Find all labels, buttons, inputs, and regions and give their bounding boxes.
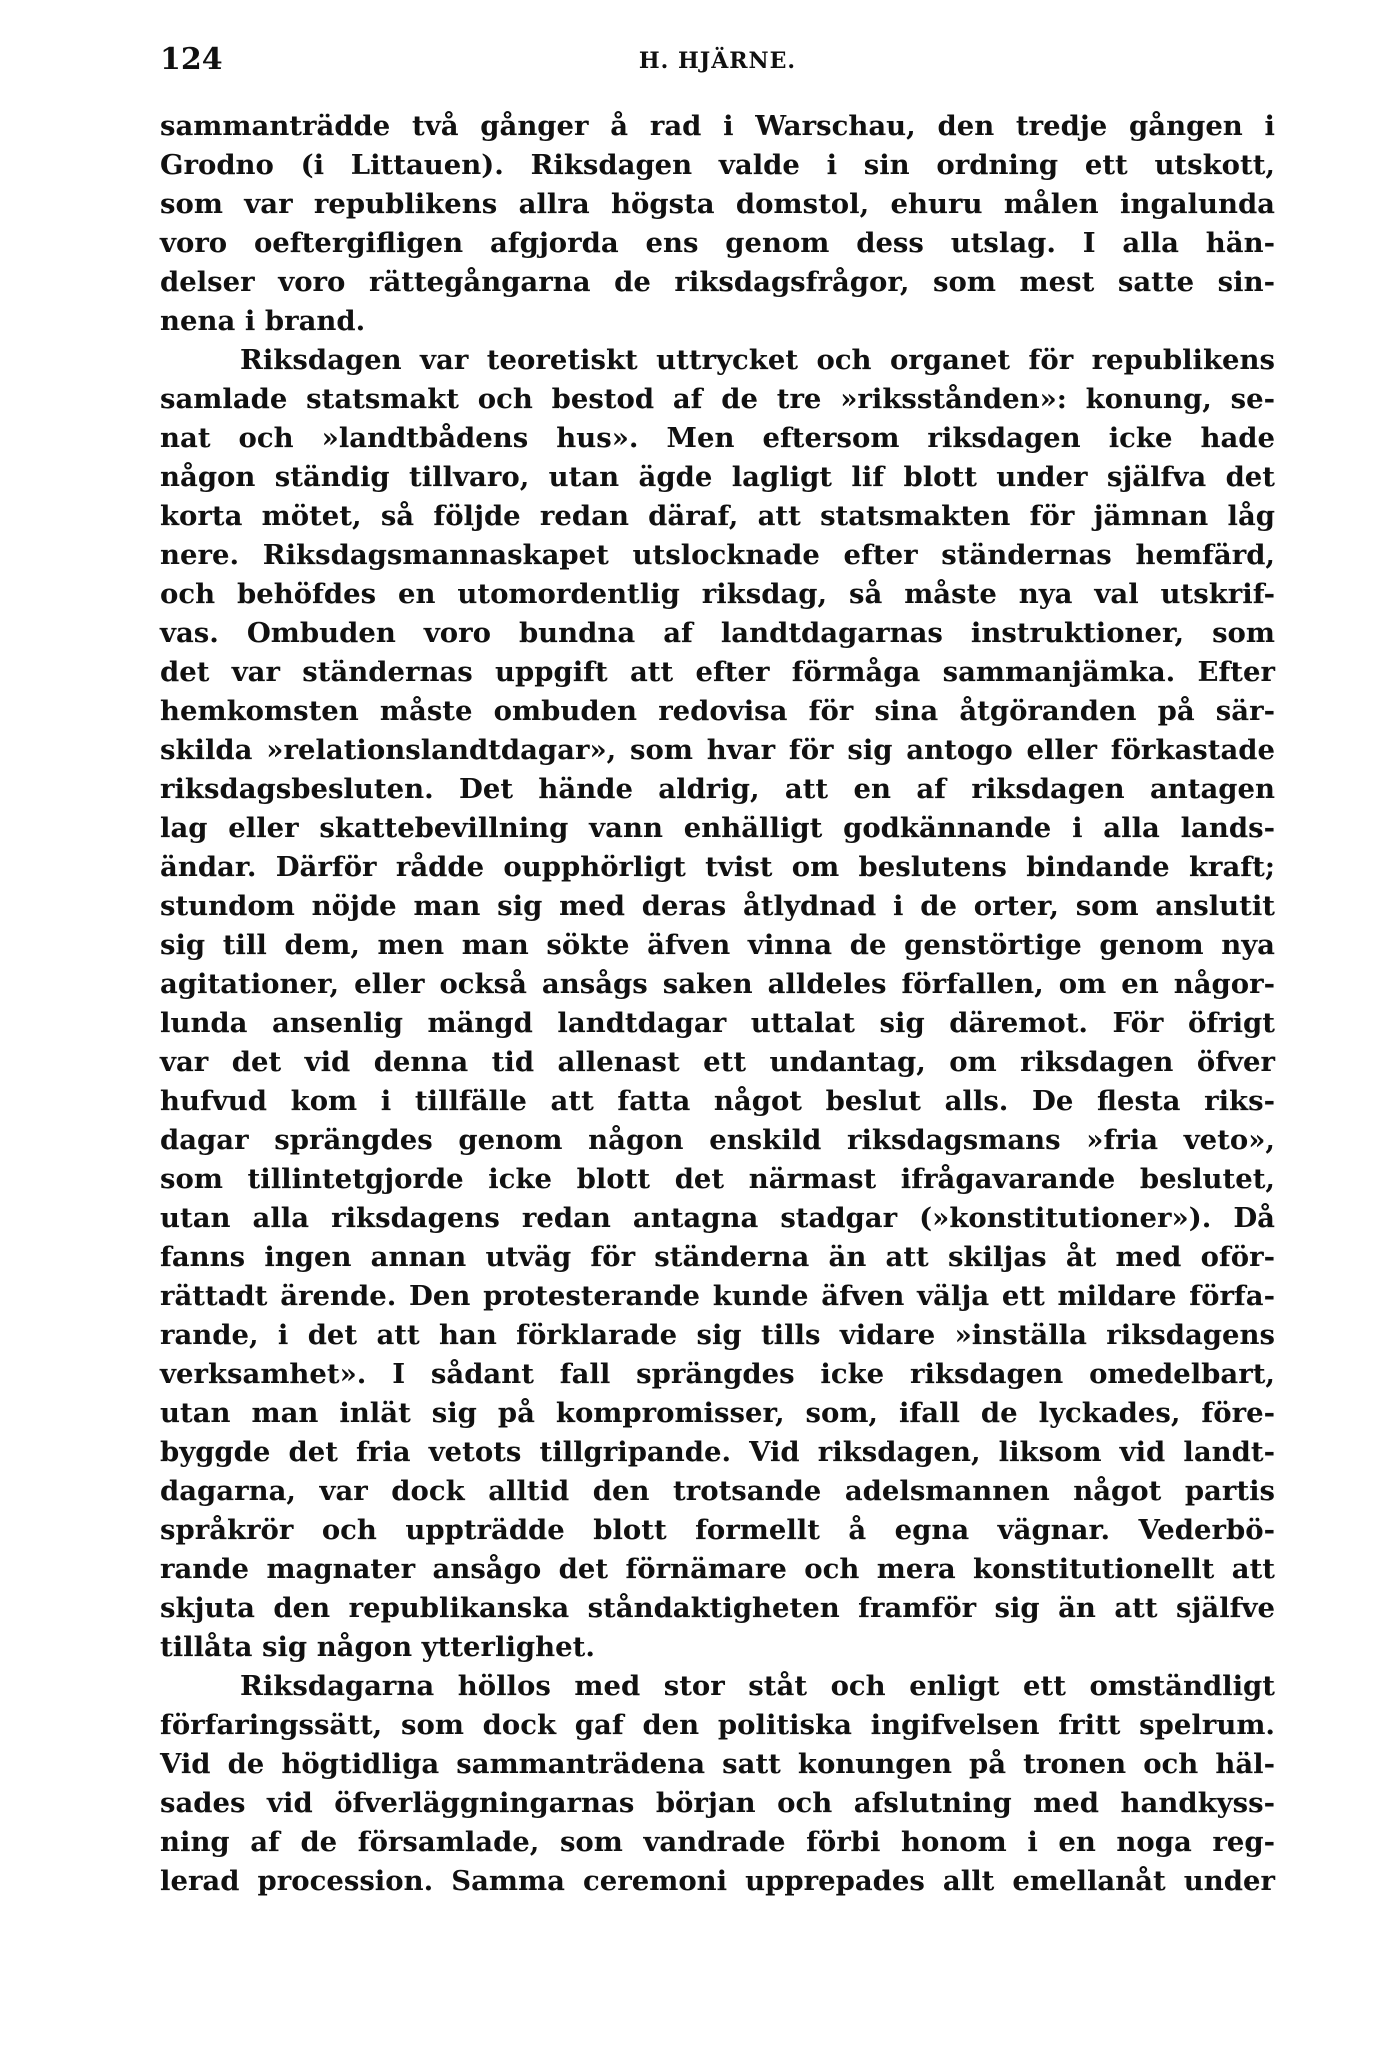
running-head: H. HJÄRNE. <box>638 48 797 74</box>
text-line: fanns ingen annan utväg för ständerna än att skiljas åt med oför- <box>160 1241 1275 1273</box>
text-line: riksdagsbesluten. Det hände aldrig, att en af riksdagen antagen <box>160 773 1275 805</box>
text-line: samlade statsmakt och bestod af de tre »riksstånden»: konung, se- <box>160 383 1275 415</box>
text-line: nena i brand. <box>160 305 366 337</box>
text-line: voro oeftergifligen afgjorda ens genom dess utslag. I alla hän- <box>160 227 1275 259</box>
text-line: var det vid denna tid allenast ett undantag, om riksdagen öfver <box>160 1046 1275 1078</box>
text-line: nat och »landtbådens hus». Men eftersom riksdagen icke hade <box>160 422 1275 454</box>
text-line: lag eller skattebevillning vann enhälligt godkännande i alla lands- <box>160 812 1275 844</box>
text-line: nere. Riksdagsmannaskapet utslocknade efter ständernas hemfärd, <box>160 539 1275 571</box>
text-line: rättadt ärende. Den protesterande kunde äfven välja ett mildare förfa- <box>160 1280 1275 1312</box>
text-line: Vid de högtidliga sammanträdena satt konungen på tronen och häl- <box>160 1748 1275 1780</box>
text-line: utan man inlät sig på kompromisser, som, ifall de lyckades, före- <box>160 1397 1275 1429</box>
text-line: ändar. Därför rådde oupphörligt tvist om beslutens bindande kraft; <box>160 851 1275 883</box>
text-line: delser voro rättegångarna de riksdagsfrågor, som mest satte sin- <box>160 266 1275 298</box>
text-line: som tillintetgjorde icke blott det närmast ifrågavarande beslutet, <box>160 1163 1275 1195</box>
page-header <box>160 42 1275 82</box>
text-line: dagar sprängdes genom någon enskild riksdagsmans »fria veto», <box>160 1124 1275 1156</box>
page-number: 124 <box>160 42 223 77</box>
text-line: agitationer, eller också ansågs saken alldeles förfallen, om en någor- <box>160 968 1275 1000</box>
text-line: Riksdagen var teoretiskt uttrycket och organet för republikens <box>240 344 1275 376</box>
body-text <box>160 107 1275 1901</box>
text-line: sammanträdde två gånger å rad i Warschau, den tredje gången i <box>160 110 1275 142</box>
text-line: hemkomsten måste ombuden redovisa för sina åtgöranden på sär- <box>160 695 1275 727</box>
text-line: lunda ansenlig mängd landtdagar uttalat sig däremot. För öfrigt <box>160 1007 1275 1039</box>
text-line: stundom nöjde man sig med deras åtlydnad i de orter, som anslutit <box>160 890 1275 922</box>
text-line: rande magnater ansågo det förnämare och mera konstitutionellt att <box>160 1553 1275 1585</box>
text-line: byggde det fria vetots tillgripande. Vid riksdagen, liksom vid landt- <box>160 1436 1275 1468</box>
text-line: hufvud kom i tillfälle att fatta något beslut alls. De flesta riks- <box>160 1085 1275 1117</box>
text-line: ning af de församlade, som vandrade förbi honom i en noga reg- <box>160 1826 1275 1858</box>
text-line: det var ständernas uppgift att efter förmåga sammanjämka. Efter <box>160 656 1275 688</box>
text-line: skjuta den republikanska ståndaktigheten framför sig än att själfve <box>160 1592 1275 1624</box>
text-line: språkrör och uppträdde blott formellt å egna vägnar. Vederbö- <box>160 1514 1275 1546</box>
text-line: förfaringssätt, som dock gaf den politiska ingifvelsen fritt spelrum. <box>160 1709 1275 1741</box>
text-line: Riksdagarna höllos med stor ståt och enligt ett omständligt <box>240 1670 1275 1702</box>
text-line: rande, i det att han förklarade sig tills vidare »inställa riksdagens <box>160 1319 1275 1351</box>
text-line: sig till dem, men man sökte äfven vinna de genstörtige genom nya <box>160 929 1275 961</box>
text-line: vas. Ombuden voro bundna af landtdagarnas instruktioner, som <box>160 617 1275 649</box>
text-line: utan alla riksdagens redan antagna stadgar (»konstitutioner»). Då <box>160 1202 1275 1234</box>
text-line: Grodno (i Littauen). Riksdagen valde i sin ordning ett utskott, <box>160 149 1275 181</box>
text-line: skilda »relationslandtdagar», som hvar för sig antogo eller förkastade <box>160 734 1275 766</box>
text-line: korta mötet, så följde redan däraf, att statsmakten för jämnan låg <box>160 500 1275 532</box>
text-line: dagarna, var dock alltid den trotsande adelsmannen något partis <box>160 1475 1275 1507</box>
text-line: lerad procession. Samma ceremoni upprepades allt emellanåt under <box>160 1865 1275 1897</box>
text-line: som var republikens allra högsta domstol, ehuru målen ingalunda <box>160 188 1275 220</box>
text-line: sades vid öfverläggningarnas början och afslutning med handkyss- <box>160 1787 1275 1819</box>
text-line: tillåta sig någon ytterlighet. <box>160 1631 595 1663</box>
text-line: någon ständig tillvaro, utan ägde lagligt lif blott under själfva det <box>160 461 1275 493</box>
text-line: verksamhet». I sådant fall sprängdes icke riksdagen omedelbart, <box>160 1358 1275 1390</box>
text-line: och behöfdes en utomordentlig riksdag, så måste nya val utskrif- <box>160 578 1275 610</box>
